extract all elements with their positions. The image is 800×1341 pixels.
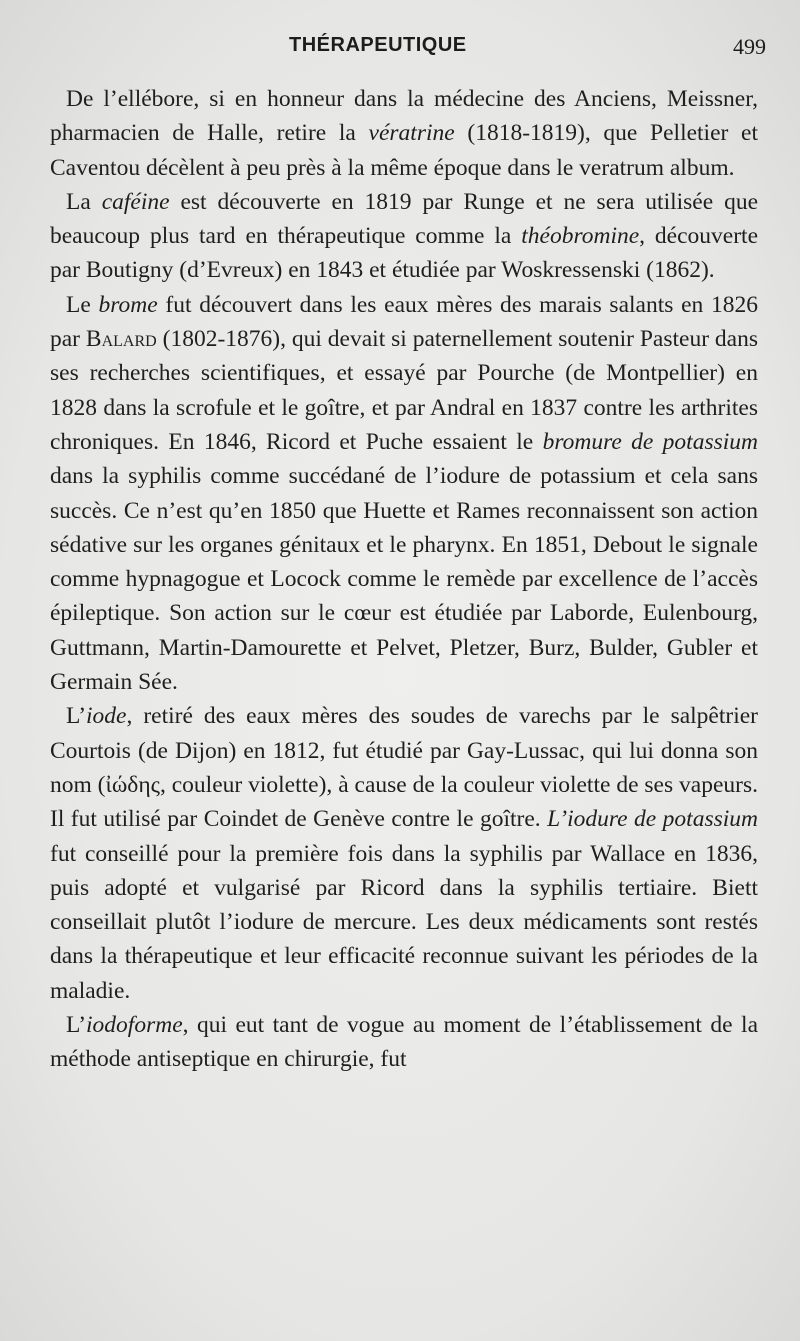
paragraph	[50, 288, 758, 700]
italic-term: brome	[98, 291, 158, 318]
text-run: dans la syphilis comme succédané de l’iodure de potassium et cela sans succès. Ce n’est qu’en 1850 que Huette et Rames reconnaissent son action sédative sur les organes génitaux et le pharynx. En 1851, Debout le signale comme hypnagogue et Locock comme le remède par excellence de l’accès épileptique. Son action sur le cœur est étudiée par Laborde, Eulenbourg, Guttmann, Martin-Damourette et Pelvet, Pletzer, Burz, Bulder, Gubler et Germain Sée.	[50, 463, 758, 696]
text-run: L’	[66, 1012, 87, 1039]
text-run: fut conseillé pour la première fois dans la syphilis par Wallace en 1836, puis adopté et vulgarisé par Ricord dans la syphilis tertiaire. Biett conseillait plutôt l’iodure de mercure. Les deux médicaments sont restés dans la thérapeutique et leur efficacité reconnue suivant les périodes de la maladie.	[50, 840, 758, 1004]
text-run: est découverte en 1819 par Runge et ne sera utilisée que beaucoup plus tard en thérapeutique comme la	[50, 188, 758, 250]
italic-term: caféine	[101, 188, 170, 215]
text-run: , qui eut tant de vogue au moment de l’établissement de la méthode antiseptique en chirurgie, fut	[50, 1012, 758, 1073]
page-header	[44, 34, 766, 58]
text-run: Le	[66, 291, 99, 318]
text-run: De l’ellébore, si en honneur dans la médecine des Anciens, Meissner, pharmacien de Halle, retire la	[50, 86, 758, 147]
small-caps-name: Balard	[85, 326, 157, 353]
paragraph	[50, 82, 758, 185]
paragraph	[50, 1008, 758, 1077]
text-run: , retiré des eaux mères des soudes de varechs par le salpêtrier Courtois (de Dijon) en 1812, fut étudié par Gay-Lussac, qui lui donna son nom (ἰώδης, couleur violette), à cause de la couleur violette de ses vapeurs. Il fut utilisé par Coindet de Genève contre le goître.	[50, 703, 758, 833]
italic-term: théobromine	[521, 223, 640, 250]
text-run: La	[66, 188, 102, 215]
page-number: 499	[733, 34, 766, 59]
text-run: fut découvert dans les eaux mères des marais salants en 1826 par	[50, 291, 758, 353]
italic-term: bromure de potassium	[542, 428, 759, 455]
running-title: THÉRAPEUTIQUE	[289, 34, 467, 56]
paragraph	[50, 185, 758, 288]
italic-term: vératrine	[368, 120, 455, 147]
text-run: , découverte par Boutigny (d’Evreux) en 1843 et étudiée par Woskressenski (1862).	[50, 223, 759, 284]
italic-term: iode	[86, 703, 127, 730]
text-run: (1818-1819), que Pelletier et Caventou décèlent à peu près à la même époque dans le veratrum album.	[50, 120, 758, 181]
text-run: (1802-1876), qui devait si paternellement soutenir Pasteur dans ses recherches scientifiques, et essayé par Pourche (de Montpellier) en 1828 dans la scrofule et le goître, et par Andral en 1837 contre les arthrites chroniques. En 1846, Ricord et Puche essaient le	[50, 326, 758, 455]
italic-term: iodoforme	[86, 1012, 183, 1039]
text-run: L’	[66, 703, 87, 730]
italic-term: L’iodure de potassium	[547, 806, 758, 833]
body-text	[50, 82, 758, 1077]
paragraph	[50, 699, 758, 1008]
